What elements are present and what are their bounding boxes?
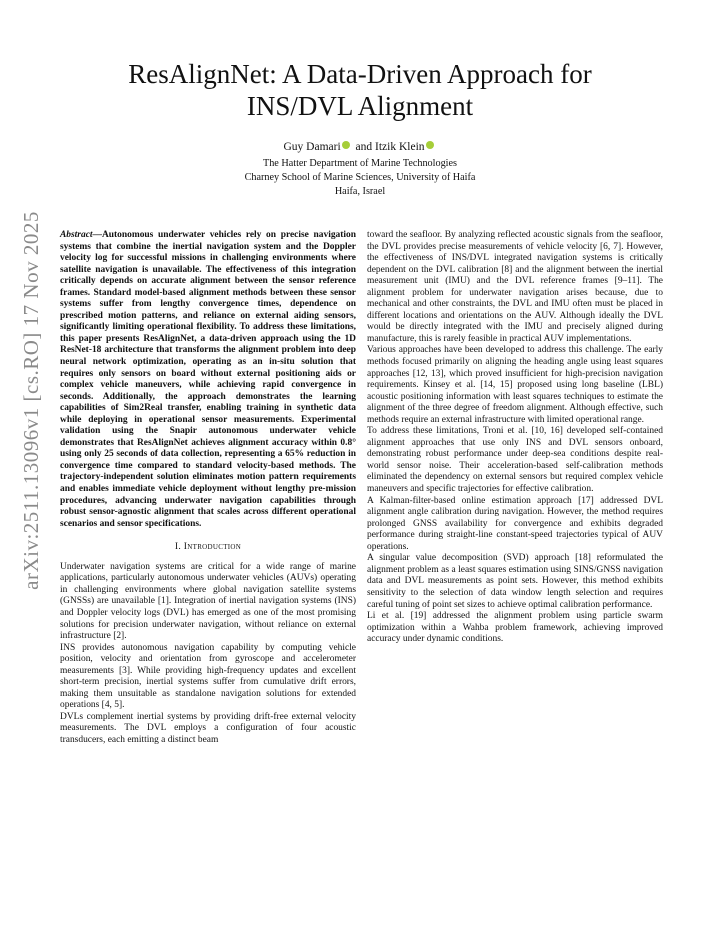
body-paragraph: INS provides autonomous navigation capability by computing vehicle position, velocity and orientation from gyroscope and accelerometer measurements [3]. While providing high-frequency updates and excellent short-term precision, inertial systems suffer from cumulative drift errors, making them unsuitable as standalone navigation solutions for extended operations [4, 5]. [60,642,356,711]
section-heading-introduction [60,541,356,553]
body-paragraph: Li et al. [19] addressed the alignment problem using particle swarm optimization within a Wahba problem framework, achieving improved accuracy under dynamic conditions. [367,611,663,645]
affiliation-line-3: Haifa, Israel [334,186,386,197]
left-column [60,230,356,747]
title-line-2: INS/DVL Alignment [246,91,474,121]
body-paragraph: toward the seafloor. By analyzing reflected acoustic signals from the seafloor, the DVL provides precise measurements of vehicle velocity [6, 7]. However, the effectiveness of INS/DVL integrated navigation systems is critically dependent on the DVL calibration [8] and the alignment between the inertial measurement unit (IMU) and the DVL reference frames [9–11]. The alignment problem for underwater navigation arises because, due to mechanical and other constraints, the DVL and IMU often must be placed in different locations and orientations on the AUV. Although ideally the DVL would be directly integrated with the IMU and precisely aligned during manufacture, this is rarely feasible in practical AUV implementations. [367,230,663,344]
right-column [367,230,663,646]
orcid-icon[interactable] [426,141,434,149]
author-list [0,140,720,154]
abstract [60,230,356,530]
abstract-label: Abstract [60,230,93,240]
arxiv-id-text: arXiv:2511.13096v1 [cs.RO] 17 Nov 2025 [18,210,43,590]
affiliation-line-2: Charney School of Marine Sciences, University of Haifa [244,172,476,183]
body-paragraph: DVLs complement inertial systems by providing drift-free external velocity measurements. The DVL employs a configuration of four acoustic transducers, each emitting a distinct beam [60,711,356,745]
body-paragraph: Underwater navigation systems are critical for a wide range of marine applications, particularly autonomous underwater vehicles (AUVs) operating in challenging environments where global navigation satellite systems (GNSSs) are unavailable [1]. Integration of inertial navigation systems (INS) and Doppler velocity logs (DVL) has emerged as one of the most promising solutions for precision underwater navigation, without reliance on external infrastructure [2]. [60,561,356,642]
affiliation-line-1: The Hatter Department of Marine Technologies [262,158,457,169]
author-name-1: Guy Damari [283,141,341,153]
author-connector: and [355,141,373,153]
body-paragraph: Various approaches have been developed to address this challenge. The early methods focused primarily on aligning the heading angle using least squares approaches [12, 13], which proved insufficient for high-precision navigation requirements. Kinsey et al. [14, 15] proposed using long baseline (LBL) acoustic positioning information with least squares techniques to estimate the alignment of the three degree of freedom alignment. Although effective, such methods require an external infrastructure with limited operational range. [367,345,663,425]
abstract-text: —Autonomous underwater vehicles rely on precise navigation systems that combine the inertial navigation system and the Doppler velocity log for successful missions in challenging environments where satellite navigation is unavailable. The effectiveness of this integration critically depends on accurate alignment between the sensor reference frames. Standard model-based alignment methods between these sensor systems suffer from lengthy convergence times, dependence on prescribed motion patterns, and reliance on external aiding sensors, significantly limiting operational flexibility. To address these limitations, this paper presents ResAlignNet, a data-driven approach using the 1D ResNet-18 architecture that transforms the alignment problem into deep neural network optimization, operating as an in-situ solution that requires only sensors on board without external positioning aids or complex vehicle maneuvers, while achieving rapid convergence in seconds. Additionally, the approach demonstrates the learning capabilities of Sim2Real transfer, enabling training in synthetic data while deploying in operational sensor measurements. Experimental validation using the Snapir autonomous underwater vehicle demonstrates that ResAlignNet achieves alignment accuracy within 0.8° using only 25 seconds of data collection, representing a 65% reduction in convergence time compared to standard velocity-based methods. The trajectory-independent solution eliminates motion pattern requirements and enables immediate vehicle deployment without lengthy pre-mission procedures, advancing underwater navigation capabilities through robust sensor-agnostic alignment that scales across different operational scenarios and sensor specifications. [60,230,356,529]
body-paragraph: A singular value decomposition (SVD) approach [18] reformulated the alignment problem as a least squares estimation using SINS/GNSS navigation data and DVL measurements as point sets. However, this method exhibits sensitivity to the selection of data window length selection and requires careful tuning of point set sizes to achieve optimal calibration performance. [367,553,663,610]
section-title: Introduction [183,541,242,553]
arxiv-identifier-stamp [12,160,50,640]
section-number: I. [174,541,182,553]
author-name-2: Itzik Klein [375,141,425,153]
title-line-1: ResAlignNet: A Data-Driven Approach for [128,59,592,89]
orcid-icon[interactable] [342,141,350,149]
body-paragraph: A Kalman-filter-based online estimation approach [17] addressed DVL alignment angle calibration during navigation. However, the method requires prolonged GNSS availability for convergence and exhibits degraded performance during straight-line constant-speed trajectories typical of AUV operations. [367,495,663,552]
paper-title [0,58,720,122]
body-paragraph: To address these limitations, Troni et al. [10, 16] developed self-contained alignment approaches that use only INS and DVL sensors onboard, demonstrating robust performance under deep-sea conditions despite real-world sensor noise. Their acceleration-based self-calibration methods eliminated the dependency on external sensors but required complex vehicle maneuvers and specific trajectories for effective calibration. [367,426,663,495]
